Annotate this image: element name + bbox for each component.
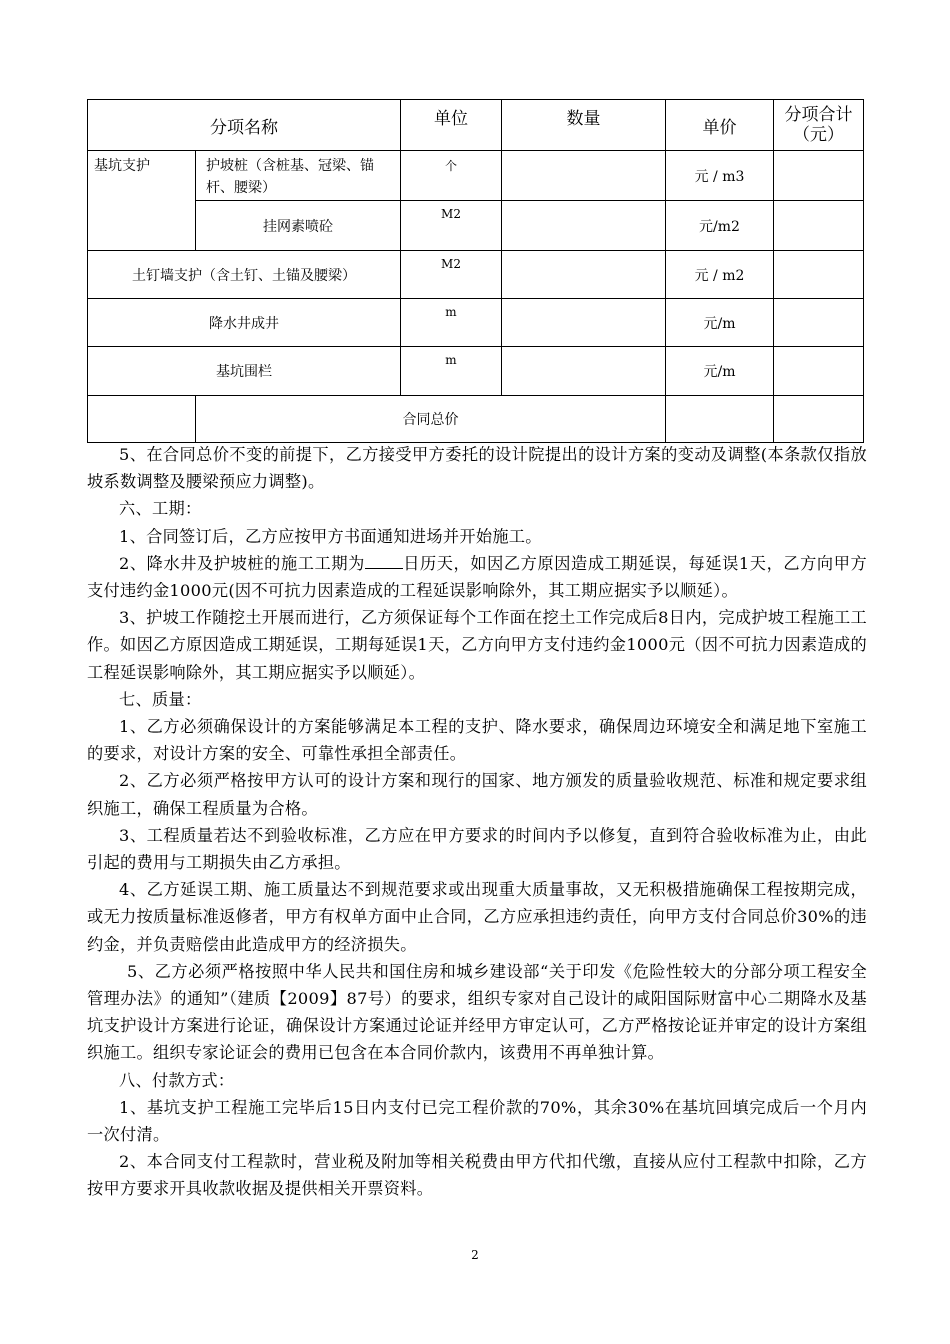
contract-body — [87, 441, 867, 1203]
row-unit: M2 — [401, 201, 502, 251]
row-name: 护坡桩（含桩基、冠梁、锚杆、腰梁） — [196, 151, 401, 201]
row-subtotal — [774, 251, 864, 299]
paragraph-part: 2、降水井及护坡桩的施工工期为 — [119, 553, 365, 573]
header-price: 单价 — [666, 100, 774, 151]
group-label: 基坑支护 — [88, 151, 196, 251]
page-number: 2 — [471, 1248, 479, 1262]
row-price: 元/m — [666, 299, 774, 347]
table-total-row — [88, 396, 864, 443]
table-header-row — [88, 100, 864, 151]
table-row — [88, 347, 864, 396]
row-qty — [502, 201, 666, 251]
paragraph: 5、乙方必须严格按照中华人民共和国住房和城乡建设部“关于印发《危险性较大的分部分项工程安全管理办法》的通知”（建质【2009】87号）的要求，组织专家对自己设计的咸阳国际财富中心二期降水及基坑支护设计方案进行论证，确保设计方案通过论证并经甲方审定认可，乙方严格按论证并审定的设计方案组织施工。组织专家论证会的费用已包含在本合同价款内，该费用不再单独计算。 — [87, 961, 867, 1063]
paragraph: 2、本合同支付工程款时，营业税及附加等相关税费由甲方代扣代缴，直接从应付工程款中扣除，乙方按甲方要求开具收款收据及提供相关开票资料。 — [87, 1152, 867, 1199]
total-empty-cell — [666, 396, 774, 443]
cost-breakdown-table — [87, 99, 864, 443]
header-qty: 数量 — [502, 100, 666, 151]
paragraph: 1、乙方必须确保设计的方案能够满足本工程的支护、降水要求，确保周边环境安全和满足地下室施工的要求，对设计方案的安全、可靠性承担全部责任。 — [87, 717, 867, 764]
row-unit: m — [401, 299, 502, 347]
section-heading: 八、付款方式： — [119, 1070, 235, 1090]
row-unit: 个 — [401, 151, 502, 201]
header-subtotal — [774, 100, 864, 151]
table-row — [88, 299, 864, 347]
row-subtotal — [774, 151, 864, 201]
total-value — [774, 396, 864, 443]
row-subtotal — [774, 201, 864, 251]
row-subtotal — [774, 347, 864, 396]
row-price: 元 / m3 — [666, 151, 774, 201]
paragraph: 4、乙方延误工期、施工质量达不到规范要求或出现重大质量事故，又无积极措施确保工程按期完成，或无力按质量标准返修者，甲方有权单方面中止合同，乙方应承担违约责任，向甲方支付合同总价30%的违约金，并负责赔偿由此造成甲方的经济损失。 — [87, 880, 867, 954]
fill-blank — [365, 552, 403, 569]
table-row — [88, 251, 864, 299]
paragraph: 1、基坑支护工程施工完毕后15日内支付已完工程价款的70%，其余30%在基坑回填完成后一个月内一次付清。 — [87, 1097, 867, 1145]
paragraph — [87, 550, 867, 604]
paragraph: 1、合同签订后，乙方应按甲方书面通知进场并开始施工。 — [119, 526, 542, 546]
row-price: 元/m — [666, 347, 774, 396]
row-name: 降水井成井 — [88, 299, 401, 347]
header-name: 分项名称 — [88, 100, 401, 151]
row-qty — [502, 151, 666, 201]
row-qty — [502, 251, 666, 299]
row-qty — [502, 299, 666, 347]
section-heading: 七、质量： — [119, 689, 202, 709]
header-subtotal-line2: （元） — [793, 125, 844, 145]
section-heading: 六、工期： — [119, 499, 202, 519]
row-name: 挂网素喷砼 — [196, 201, 401, 251]
paragraph: 5、在合同总价不变的前提下，乙方接受甲方委托的设计院提出的设计方案的变动及调整(本条款仅指放坡系数调整及腰梁预应力调整)。 — [87, 445, 867, 492]
header-subtotal-line1: 分项合计 — [784, 105, 853, 125]
row-price: 元/m2 — [666, 201, 774, 251]
row-subtotal — [774, 299, 864, 347]
row-name: 基坑围栏 — [88, 347, 401, 396]
row-price: 元 / m2 — [666, 251, 774, 299]
row-unit: m — [401, 347, 502, 396]
paragraph: 2、乙方必须严格按甲方认可的设计方案和现行的国家、地方颁发的质量验收规范、标准和规定要求组织施工，确保工程质量为合格。 — [87, 771, 867, 818]
paragraph: 3、护坡工作随挖土开展而进行，乙方须保证每个工作面在挖土工作完成后8日内，完成护坡工程施工工作。如因乙方原因造成工期延误，工期每延误1天，乙方向甲方支付违约金1000元（因不可抗力因素造成的工程延误影响除外，其工期应据实予以顺延）。 — [87, 608, 867, 682]
table-row — [88, 201, 864, 251]
total-empty-cell — [88, 396, 196, 443]
table-row — [88, 151, 864, 201]
paragraph-part: 日历天，如因乙方原因造成工期延误，每延误1天，乙方向甲方支付违约金1000元(因不可抗力因素造成的工程延误影响除外，其工期应据实予以顺延）。 — [87, 553, 867, 601]
row-qty — [502, 347, 666, 396]
paragraph: 3、工程质量若达不到验收标准，乙方应在甲方要求的时间内予以修复，直到符合验收标准为止，由此引起的费用与工期损失由乙方承担。 — [87, 825, 867, 873]
row-name: 土钉墙支护（含土钉、土锚及腰梁） — [88, 251, 401, 299]
total-label: 合同总价 — [196, 396, 666, 443]
header-unit: 单位 — [401, 100, 502, 151]
row-unit: M2 — [401, 251, 502, 299]
